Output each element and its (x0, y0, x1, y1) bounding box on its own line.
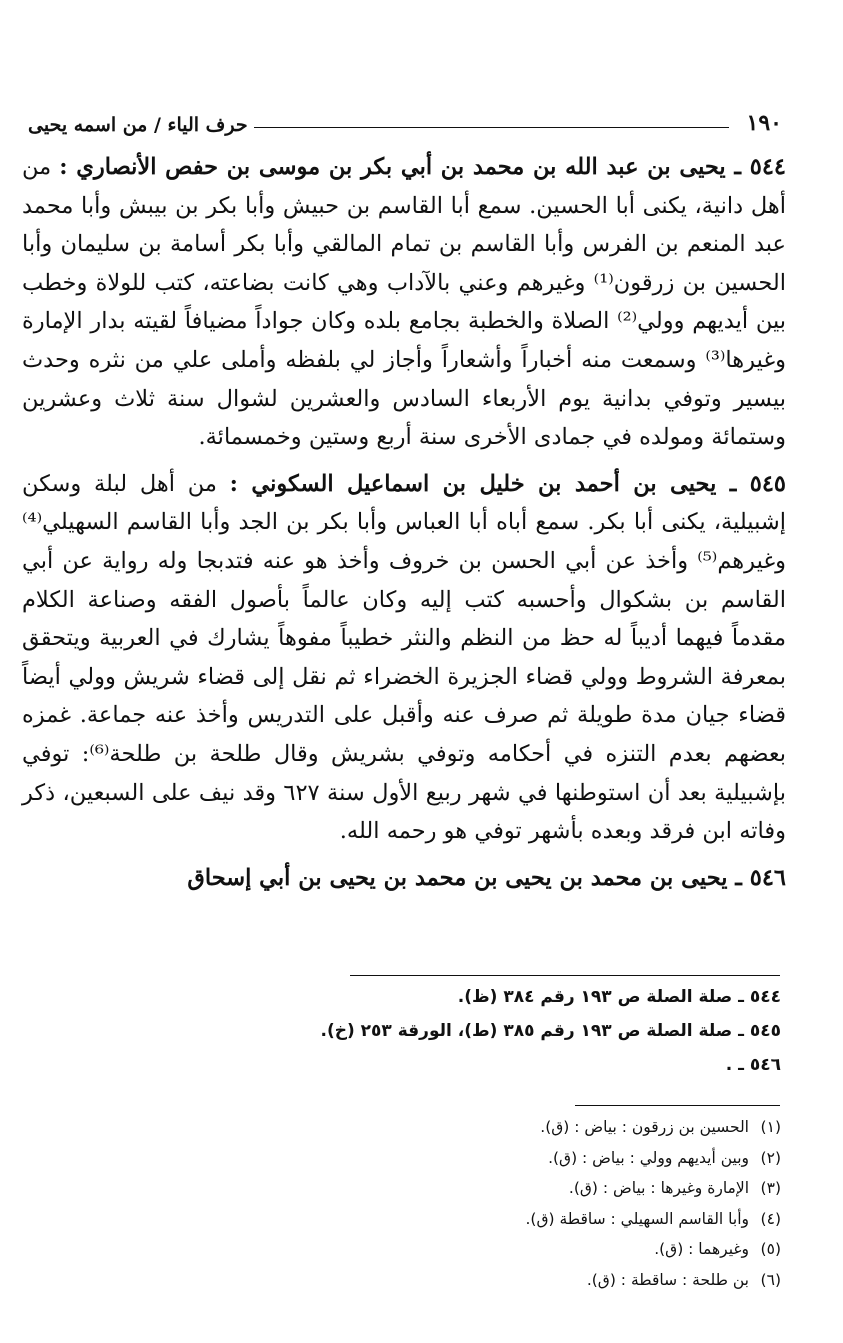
entry-body: من أهل لبلة وسكن إشبيلية، يكنى أبا بكر. سمع أباه أبا العباس وأبا بكر بن الجد وأبا القاسم السهيلي⁽⁴⁾ وغيرهم⁽⁵⁾ وأخذ عن أبي الحسن بن خروف وأخذ هو عنه فتدبجا وله رواية عن أبي القاسم بن بشكوال وأحسبه كتب إليه وكان عالماً بأصول الفقه وصناعة الكلام مقدماً فيهما أديباً له حظ من النظم والنثر خطيباً مفوهاً يشارك في العربية ويتحقق بمعرفة الشروط وولي قضاء الجزيرة الخضراء ثم نقل إلى قضاء شريش وولي أيضاً قضاء جيان مدة طويلة ثم صرف عنه وأقبل على التدريس وأخذ عنه جماعة. غمزه بعضهم بعدم التنزه في أحكامه وتوفي بشريش وقال طلحة بن طلحة⁽⁶⁾: توفي بإشبيلية بعد أن استوطنها في شهر ربيع الأول سنة ٦٢٧ وقد نيف على السبعين، ذكر وفاته ابن فرقد وبعده بأشهر توفي هو رحمه الله. (22, 470, 786, 845)
footnote-text: وبين أيديهم وولي : بياض : (ق). (548, 1148, 749, 1167)
running-head: حرف الياء / من اسمه يحيى (28, 114, 248, 136)
footnote (61, 1234, 781, 1265)
footnote (61, 1143, 781, 1174)
footnote-text: الإمارة وغيرها : بياض : (ق). (568, 1179, 749, 1197)
footnote-text: بن طلحة : ساقطة : (ق). (586, 1270, 749, 1289)
entry-546 (22, 859, 786, 898)
source-line: ٥٤٤ ـ صلة الصلة ص ١٩٣ رقم ٣٨٤ (ظ). (457, 987, 781, 1007)
footnote (61, 1265, 781, 1296)
footnote-number: (٤) (760, 1209, 781, 1228)
source-line: ٥٤٥ ـ صلة الصلة ص ١٩٣ رقم ٣٨٥ (ط)، الورقة ٢٥٣ (خ). (320, 1021, 781, 1041)
footnote-rule (575, 1105, 780, 1106)
footnote-text: وغيرهما : (ق). (654, 1240, 749, 1258)
header-rule (254, 127, 729, 128)
footnote-number: (٣) (760, 1179, 781, 1197)
footnote-number: (٦) (760, 1270, 781, 1289)
page-number: ١٩٠ (746, 110, 782, 136)
footnote (61, 1173, 781, 1204)
source-line: ٥٤٦ ـ . (725, 1055, 781, 1075)
footnote (61, 1204, 781, 1235)
page-header (28, 96, 782, 136)
entry-body: من أهل دانية، يكنى أبا الحسين. سمع أبا القاسم بن حبيش وأبا بكر بن بيبش وأبا محمد عبد المنعم بن الفرس وأبا القاسم بن تمام المالقي وأبا بكر أسامة بن سليمان وأبا الحسين بن زرقون⁽¹⁾ وغيرهم وعني بالآداب وهي كانت بضاعته، كتب للولاة وخطب بين أيديهم وولي⁽²⁾ الصلاة والخطبة بجامع بلده وكان جواداً مضيافاً لقيته بدار الإمارة وغيرها⁽³⁾ وسمعت منه أخباراً وأشعاراً وأجاز لي بلفظه وأملى علي من نثره وحدث بيسير وتوفي بدانية يوم الأربعاء السادس والعشرين لشوال سنة ثلاث وعشرين وستمائة ومولده في جمادى الأخرى سنة أربع وستين وخمسمائة. (22, 154, 786, 451)
entry-heading: ٥٤٤ ـ يحيى بن عبد الله بن محمد بن أبي بكر بن موسى بن حفص الأنصاري : (59, 154, 786, 180)
entry-544 (22, 148, 786, 457)
footnote-text: وأبا القاسم السهيلي : ساقطة (ق). (525, 1209, 749, 1228)
footnote (61, 1112, 781, 1143)
entry-heading: ٥٤٦ ـ يحيى بن محمد بن يحيى بن محمد بن يحيى بن أبي إسحاق (187, 864, 786, 891)
sources-rule (350, 975, 780, 976)
entry-heading: ٥٤٥ ـ يحيى بن أحمد بن خليل بن اسماعيل السكوني : (229, 470, 787, 497)
footnote-text: الحسين بن زرقون : بياض : (ق). (540, 1118, 749, 1136)
footnotes-list (61, 1112, 781, 1295)
sources-list (61, 980, 781, 1082)
main-text (22, 148, 786, 905)
entry-545 (22, 465, 786, 851)
footnote-number: (١) (760, 1118, 781, 1136)
footnote-number: (٢) (760, 1148, 781, 1167)
footnote-number: (٥) (760, 1240, 781, 1258)
